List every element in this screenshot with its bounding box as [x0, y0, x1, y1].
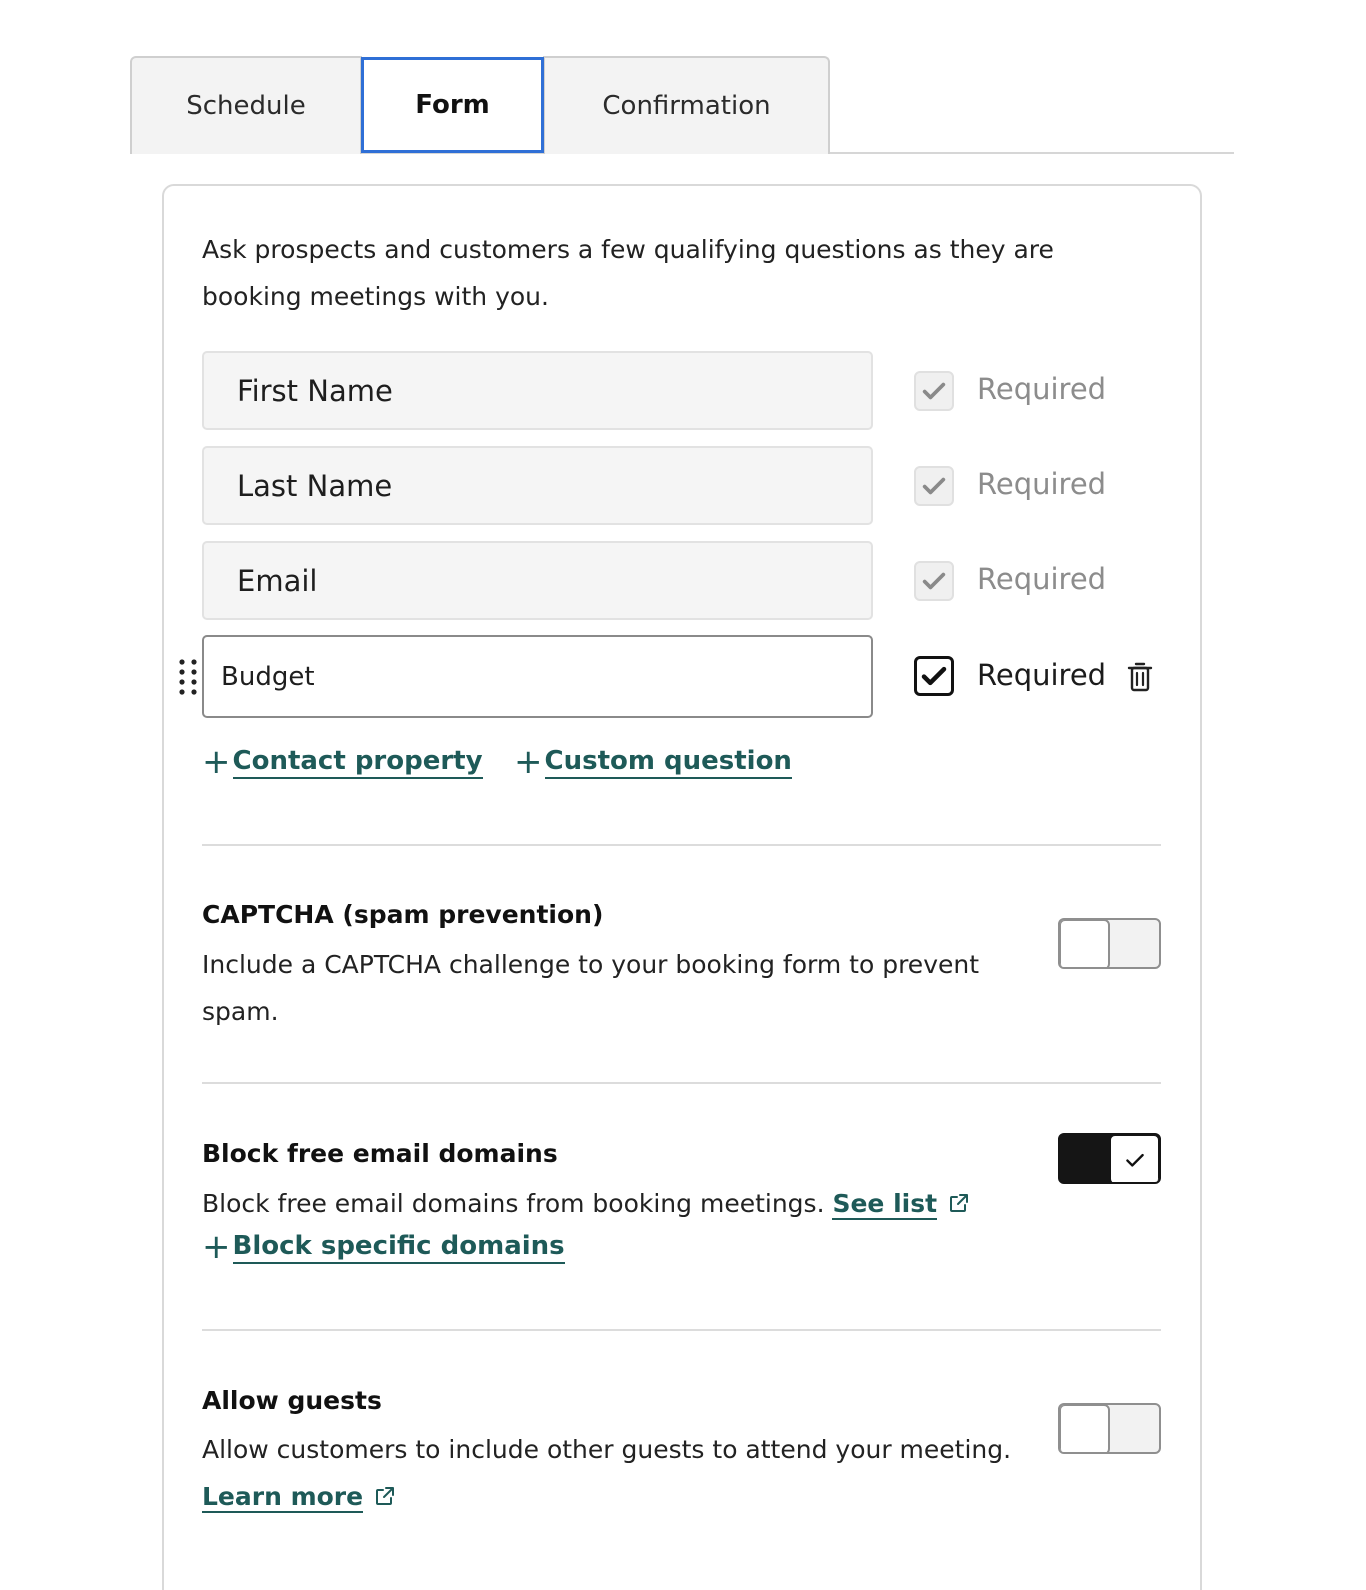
allow-guests-title: Allow guests: [202, 1386, 382, 1415]
last-name-required-checkbox: [914, 466, 954, 506]
email-required-checkbox: [914, 561, 954, 601]
block-specific-domains-label: Block specific domains: [233, 1230, 565, 1264]
checkmark-icon: [920, 472, 948, 500]
tab-schedule[interactable]: Schedule: [130, 56, 362, 154]
captcha-toggle[interactable]: [1058, 918, 1161, 969]
allow-guests-text: Allow customers to include other guests to attend your meeting.: [202, 1435, 1012, 1464]
budget-required-checkbox[interactable]: [914, 656, 954, 696]
last-name-required-label: Required: [977, 467, 1107, 501]
toggle-knob: [1109, 1134, 1160, 1184]
first-name-required-label: Required: [977, 372, 1107, 406]
form-intro-text: Ask prospects and customers a few qualifying questions as they are booking meetings with you.: [202, 235, 1054, 311]
tab-confirmation[interactable]: Confirmation: [543, 56, 830, 154]
block-free-domains-text: Block free email domains from booking meetings.: [202, 1189, 825, 1218]
budget-required-label: Required: [977, 658, 1107, 692]
first-name-required-checkbox: [914, 371, 954, 411]
block-free-domains-toggle[interactable]: [1058, 1133, 1161, 1184]
checkmark-icon: [920, 567, 948, 595]
drag-handle-icon[interactable]: [176, 657, 200, 697]
see-list-link[interactable]: See list: [832, 1189, 938, 1218]
block-free-domains-title: Block free email domains: [202, 1139, 558, 1168]
allow-guests-description: [202, 1426, 1052, 1520]
add-contact-property-label: Contact property: [233, 745, 483, 779]
toggle-knob: [1059, 919, 1110, 969]
captcha-title: CAPTCHA (spam prevention): [202, 900, 604, 929]
add-custom-question-link[interactable]: [514, 742, 792, 782]
external-link-icon: [373, 1484, 397, 1508]
plus-icon: +: [202, 1227, 231, 1267]
first-name-field: First Name: [202, 351, 873, 430]
tab-bar: [130, 56, 1234, 154]
checkmark-icon: [1122, 1147, 1148, 1173]
tab-form[interactable]: Form: [361, 57, 544, 153]
toggle-knob: [1059, 1404, 1110, 1454]
last-name-field: Last Name: [202, 446, 873, 525]
checkmark-icon: [920, 377, 948, 405]
block-free-domains-description: [202, 1180, 1052, 1227]
email-field: Email: [202, 541, 873, 620]
section-divider: [202, 844, 1161, 846]
captcha-description: Include a CAPTCHA challenge to your booking form to prevent spam.: [202, 950, 980, 1026]
checkmark-icon: [919, 661, 949, 691]
plus-icon: +: [202, 742, 231, 782]
allow-guests-toggle[interactable]: [1058, 1403, 1161, 1454]
add-custom-question-label: Custom question: [545, 745, 792, 779]
section-divider: [202, 1329, 1161, 1331]
budget-question-input[interactable]: Budget: [202, 635, 873, 718]
block-specific-domains-link[interactable]: [202, 1227, 565, 1267]
plus-icon: +: [514, 742, 543, 782]
external-link-icon: [947, 1191, 971, 1215]
trash-icon[interactable]: [1126, 660, 1154, 694]
section-divider: [202, 1082, 1161, 1084]
email-required-label: Required: [977, 562, 1107, 596]
add-contact-property-link[interactable]: [202, 742, 483, 782]
learn-more-link[interactable]: Learn more: [202, 1482, 364, 1511]
